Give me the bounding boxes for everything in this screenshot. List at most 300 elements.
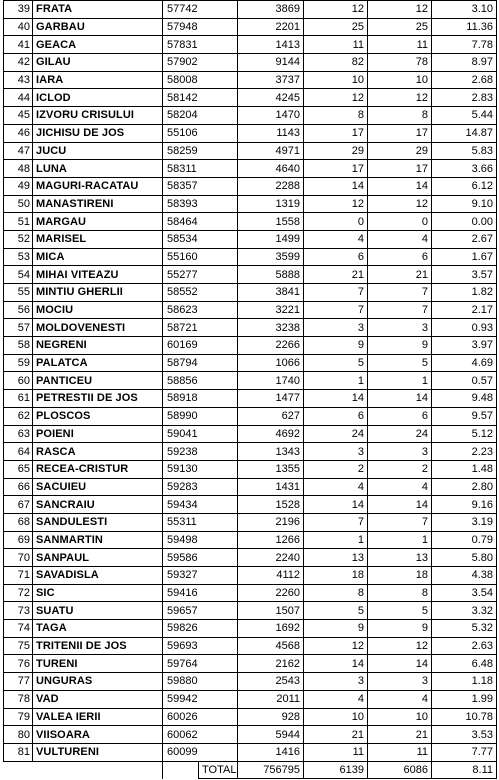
count-a-cell: 18 xyxy=(304,567,368,585)
count-b-cell: 14 xyxy=(368,496,432,514)
population-cell: 1413 xyxy=(238,36,304,54)
rate-cell: 9.16 xyxy=(432,496,497,514)
row-number-cell: 59 xyxy=(4,354,33,372)
row-number-cell: 71 xyxy=(4,567,33,585)
row-number-cell: 48 xyxy=(4,160,33,178)
code-cell: 55106 xyxy=(163,124,238,142)
table-row xyxy=(4,89,497,107)
population-cell: 3599 xyxy=(238,248,304,266)
row-number-cell: 41 xyxy=(4,36,33,54)
population-cell: 1477 xyxy=(238,390,304,408)
code-cell: 59586 xyxy=(163,549,238,567)
locality-name-cell: VIISOARA xyxy=(33,726,163,744)
code-cell: 57742 xyxy=(163,1,238,19)
rate-cell: 7.78 xyxy=(432,36,497,54)
table-row xyxy=(4,726,497,744)
count-b-cell: 6 xyxy=(368,248,432,266)
count-a-cell: 29 xyxy=(304,142,368,160)
count-b-cell: 12 xyxy=(368,1,432,19)
row-number-cell: 56 xyxy=(4,301,33,319)
table-row xyxy=(4,443,497,461)
row-number-cell: 69 xyxy=(4,531,33,549)
count-a-cell: 4 xyxy=(304,230,368,248)
table-row xyxy=(4,407,497,425)
rate-cell: 3.19 xyxy=(432,513,497,531)
row-number-cell: 46 xyxy=(4,124,33,142)
locality-name-cell: SANCRAIU xyxy=(33,496,163,514)
count-a-cell: 17 xyxy=(304,124,368,142)
locality-name-cell: SACUIEU xyxy=(33,478,163,496)
count-b-cell: 18 xyxy=(368,567,432,585)
table-row xyxy=(4,248,497,266)
table-row xyxy=(4,637,497,655)
rate-cell: 2.80 xyxy=(432,478,497,496)
locality-name-cell: TURENI xyxy=(33,655,163,673)
population-cell: 2196 xyxy=(238,513,304,531)
table-row xyxy=(4,160,497,178)
row-number-cell: 64 xyxy=(4,443,33,461)
locality-name-cell: UNGURAS xyxy=(33,673,163,691)
count-a-cell: 5 xyxy=(304,354,368,372)
locality-name-cell: VALEA IERII xyxy=(33,708,163,726)
table-row xyxy=(4,71,497,89)
row-number-cell: 70 xyxy=(4,549,33,567)
count-a-cell: 8 xyxy=(304,107,368,125)
count-b-cell: 17 xyxy=(368,124,432,142)
population-cell: 3869 xyxy=(238,1,304,19)
total-label: TOTAL xyxy=(199,761,238,779)
population-cell: 4640 xyxy=(238,160,304,178)
row-number-cell: 39 xyxy=(4,1,33,19)
count-b-cell: 8 xyxy=(368,107,432,125)
code-cell: 59657 xyxy=(163,602,238,620)
code-cell: 58623 xyxy=(163,301,238,319)
count-a-cell: 6 xyxy=(304,407,368,425)
locality-name-cell: MOLDOVENESTI xyxy=(33,319,163,337)
count-b-cell: 5 xyxy=(368,354,432,372)
row-number-cell: 58 xyxy=(4,337,33,355)
code-cell: 58393 xyxy=(163,195,238,213)
code-cell: 57948 xyxy=(163,18,238,36)
locality-name-cell: JUCU xyxy=(33,142,163,160)
rate-cell: 0.57 xyxy=(432,372,497,390)
rate-cell: 9.57 xyxy=(432,407,497,425)
population-cell: 1740 xyxy=(238,372,304,390)
population-cell: 5888 xyxy=(238,266,304,284)
rate-cell: 9.48 xyxy=(432,390,497,408)
count-b-cell: 21 xyxy=(368,726,432,744)
count-b-cell: 21 xyxy=(368,266,432,284)
locality-name-cell: VULTURENI xyxy=(33,743,163,761)
table-body xyxy=(4,1,497,762)
count-b-cell: 14 xyxy=(368,177,432,195)
rate-cell: 7.77 xyxy=(432,743,497,761)
code-cell: 60062 xyxy=(163,726,238,744)
locality-name-cell: MOCIU xyxy=(33,301,163,319)
table-row xyxy=(4,301,497,319)
row-number-cell: 65 xyxy=(4,460,33,478)
rate-cell: 2.23 xyxy=(432,443,497,461)
population-cell: 9144 xyxy=(238,54,304,72)
code-cell: 58990 xyxy=(163,407,238,425)
table-row xyxy=(4,337,497,355)
rate-cell: 3.32 xyxy=(432,602,497,620)
table-row xyxy=(4,230,497,248)
locality-name-cell: GARBAU xyxy=(33,18,163,36)
rate-cell: 3.54 xyxy=(432,584,497,602)
table-row xyxy=(4,584,497,602)
count-b-cell: 12 xyxy=(368,637,432,655)
locality-name-cell: LUNA xyxy=(33,160,163,178)
table-row xyxy=(4,673,497,691)
row-number-cell: 50 xyxy=(4,195,33,213)
data-table xyxy=(3,0,497,779)
count-a-cell: 11 xyxy=(304,743,368,761)
row-number-cell: 60 xyxy=(4,372,33,390)
table-row xyxy=(4,602,497,620)
locality-name-cell: TAGA xyxy=(33,620,163,638)
row-number-cell: 45 xyxy=(4,107,33,125)
rate-cell: 1.48 xyxy=(432,460,497,478)
row-number-cell: 52 xyxy=(4,230,33,248)
total-row xyxy=(4,761,497,779)
locality-name-cell: SANMARTIN xyxy=(33,531,163,549)
table-row xyxy=(4,620,497,638)
population-cell: 1266 xyxy=(238,531,304,549)
code-cell: 58357 xyxy=(163,177,238,195)
code-cell: 58534 xyxy=(163,230,238,248)
row-number-cell: 53 xyxy=(4,248,33,266)
count-b-cell: 3 xyxy=(368,443,432,461)
rate-cell: 2.63 xyxy=(432,637,497,655)
row-number-cell: 72 xyxy=(4,584,33,602)
row-number-cell: 75 xyxy=(4,637,33,655)
population-cell: 1470 xyxy=(238,107,304,125)
count-b-cell: 5 xyxy=(368,602,432,620)
population-cell: 3841 xyxy=(238,284,304,302)
row-number-cell: 79 xyxy=(4,708,33,726)
table-row xyxy=(4,743,497,761)
locality-name-cell: IZVORU CRISULUI xyxy=(33,107,163,125)
population-cell: 4112 xyxy=(238,567,304,585)
row-number-cell: 76 xyxy=(4,655,33,673)
count-b-cell: 6 xyxy=(368,407,432,425)
count-b-cell: 13 xyxy=(368,549,432,567)
locality-name-cell: SANPAUL xyxy=(33,549,163,567)
table-row xyxy=(4,372,497,390)
rate-cell: 2.67 xyxy=(432,230,497,248)
population-cell: 2260 xyxy=(238,584,304,602)
code-cell: 59826 xyxy=(163,620,238,638)
population-cell: 627 xyxy=(238,407,304,425)
count-a-cell: 14 xyxy=(304,177,368,195)
table-row xyxy=(4,18,497,36)
row-number-cell: 78 xyxy=(4,690,33,708)
rate-cell: 2.68 xyxy=(432,71,497,89)
row-number-cell: 67 xyxy=(4,496,33,514)
population-cell: 1507 xyxy=(238,602,304,620)
count-b-cell: 8 xyxy=(368,584,432,602)
count-b-cell: 12 xyxy=(368,89,432,107)
code-cell: 59693 xyxy=(163,637,238,655)
locality-name-cell: PLOSCOS xyxy=(33,407,163,425)
population-cell: 1499 xyxy=(238,230,304,248)
row-number-cell: 51 xyxy=(4,213,33,231)
row-number-cell: 44 xyxy=(4,89,33,107)
table-row xyxy=(4,266,497,284)
count-a-cell: 7 xyxy=(304,513,368,531)
rate-cell: 5.83 xyxy=(432,142,497,160)
count-a-cell: 1 xyxy=(304,531,368,549)
count-b-cell: 1 xyxy=(368,531,432,549)
code-cell: 58204 xyxy=(163,107,238,125)
population-cell: 2288 xyxy=(238,177,304,195)
count-a-cell: 5 xyxy=(304,602,368,620)
rate-cell: 2.17 xyxy=(432,301,497,319)
count-a-cell: 14 xyxy=(304,655,368,673)
table-row xyxy=(4,690,497,708)
code-cell: 55311 xyxy=(163,513,238,531)
population-cell: 2011 xyxy=(238,690,304,708)
count-b-cell: 25 xyxy=(368,18,432,36)
population-cell: 1416 xyxy=(238,743,304,761)
code-cell: 58464 xyxy=(163,213,238,231)
population-cell: 4692 xyxy=(238,425,304,443)
total-count-b: 6086 xyxy=(368,761,432,779)
locality-name-cell: NEGRENI xyxy=(33,337,163,355)
table-row xyxy=(4,549,497,567)
locality-name-cell: SIC xyxy=(33,584,163,602)
rate-cell: 11.36 xyxy=(432,18,497,36)
table-row xyxy=(4,195,497,213)
count-a-cell: 82 xyxy=(304,54,368,72)
rate-cell: 5.44 xyxy=(432,107,497,125)
code-cell: 59327 xyxy=(163,567,238,585)
count-a-cell: 7 xyxy=(304,301,368,319)
count-a-cell: 4 xyxy=(304,478,368,496)
rate-cell: 1.18 xyxy=(432,673,497,691)
row-number-cell: 40 xyxy=(4,18,33,36)
rate-cell: 3.66 xyxy=(432,160,497,178)
rate-cell: 5.32 xyxy=(432,620,497,638)
code-cell: 59041 xyxy=(163,425,238,443)
code-cell: 58008 xyxy=(163,71,238,89)
count-a-cell: 24 xyxy=(304,425,368,443)
locality-name-cell: PANTICEU xyxy=(33,372,163,390)
row-number-cell: 55 xyxy=(4,284,33,302)
rate-cell: 5.80 xyxy=(432,549,497,567)
table-row xyxy=(4,390,497,408)
count-b-cell: 12 xyxy=(368,195,432,213)
rate-cell: 6.48 xyxy=(432,655,497,673)
count-a-cell: 3 xyxy=(304,443,368,461)
locality-name-cell: MAGURI-RACATAU xyxy=(33,177,163,195)
count-b-cell: 7 xyxy=(368,301,432,319)
count-a-cell: 1 xyxy=(304,372,368,390)
population-cell: 928 xyxy=(238,708,304,726)
count-b-cell: 4 xyxy=(368,690,432,708)
count-b-cell: 9 xyxy=(368,337,432,355)
row-number-cell: 66 xyxy=(4,478,33,496)
count-b-cell: 3 xyxy=(368,673,432,691)
code-cell: 58142 xyxy=(163,89,238,107)
count-a-cell: 7 xyxy=(304,284,368,302)
count-a-cell: 12 xyxy=(304,1,368,19)
table-row xyxy=(4,284,497,302)
count-b-cell: 7 xyxy=(368,513,432,531)
count-b-cell: 4 xyxy=(368,478,432,496)
row-number-cell: 47 xyxy=(4,142,33,160)
count-b-cell: 0 xyxy=(368,213,432,231)
rate-cell: 9.10 xyxy=(432,195,497,213)
locality-name-cell: GEACA xyxy=(33,36,163,54)
code-cell: 58259 xyxy=(163,142,238,160)
count-b-cell: 14 xyxy=(368,390,432,408)
count-a-cell: 10 xyxy=(304,71,368,89)
locality-name-cell: ICLOD xyxy=(33,89,163,107)
row-number-cell: 81 xyxy=(4,743,33,761)
count-b-cell: 17 xyxy=(368,160,432,178)
code-cell: 59283 xyxy=(163,478,238,496)
code-cell: 58311 xyxy=(163,160,238,178)
count-a-cell: 3 xyxy=(304,319,368,337)
table-row xyxy=(4,513,497,531)
table-row xyxy=(4,54,497,72)
code-cell: 57831 xyxy=(163,36,238,54)
rate-cell: 0.79 xyxy=(432,531,497,549)
table-row xyxy=(4,460,497,478)
table-row xyxy=(4,213,497,231)
population-cell: 1066 xyxy=(238,354,304,372)
count-b-cell: 78 xyxy=(368,54,432,72)
rate-cell: 3.57 xyxy=(432,266,497,284)
population-cell: 1143 xyxy=(238,124,304,142)
table-row xyxy=(4,354,497,372)
population-cell: 3221 xyxy=(238,301,304,319)
locality-name-cell: PALATCA xyxy=(33,354,163,372)
code-cell: 59764 xyxy=(163,655,238,673)
count-a-cell: 25 xyxy=(304,18,368,36)
population-cell: 3737 xyxy=(238,71,304,89)
count-b-cell: 2 xyxy=(368,460,432,478)
rate-cell: 3.10 xyxy=(432,1,497,19)
count-a-cell: 6 xyxy=(304,248,368,266)
locality-name-cell: MICA xyxy=(33,248,163,266)
count-a-cell: 9 xyxy=(304,337,368,355)
total-blank-cell xyxy=(4,761,163,779)
population-cell: 1558 xyxy=(238,213,304,231)
locality-name-cell: RASCA xyxy=(33,443,163,461)
code-cell: 59942 xyxy=(163,690,238,708)
count-a-cell: 11 xyxy=(304,36,368,54)
code-cell: 58552 xyxy=(163,284,238,302)
locality-name-cell: SANDULESTI xyxy=(33,513,163,531)
table-row xyxy=(4,142,497,160)
rate-cell: 6.12 xyxy=(432,177,497,195)
count-a-cell: 17 xyxy=(304,160,368,178)
population-cell: 2543 xyxy=(238,673,304,691)
code-cell: 58721 xyxy=(163,319,238,337)
population-cell: 1355 xyxy=(238,460,304,478)
count-a-cell: 9 xyxy=(304,620,368,638)
code-cell: 58918 xyxy=(163,390,238,408)
rate-cell: 0.93 xyxy=(432,319,497,337)
locality-name-cell: FRATA xyxy=(33,1,163,19)
table-row xyxy=(4,478,497,496)
rate-cell: 14.87 xyxy=(432,124,497,142)
table-row xyxy=(4,496,497,514)
code-cell: 59130 xyxy=(163,460,238,478)
rate-cell: 3.97 xyxy=(432,337,497,355)
locality-name-cell: MINTIU GHERLII xyxy=(33,284,163,302)
code-cell: 60026 xyxy=(163,708,238,726)
population-cell: 2201 xyxy=(238,18,304,36)
table-row xyxy=(4,319,497,337)
rate-cell: 4.38 xyxy=(432,567,497,585)
count-a-cell: 14 xyxy=(304,390,368,408)
code-cell: 58794 xyxy=(163,354,238,372)
rate-cell: 4.69 xyxy=(432,354,497,372)
code-cell: 60099 xyxy=(163,743,238,761)
locality-name-cell: MARGAU xyxy=(33,213,163,231)
table-row xyxy=(4,1,497,19)
row-number-cell: 80 xyxy=(4,726,33,744)
count-a-cell: 14 xyxy=(304,496,368,514)
code-cell: 59434 xyxy=(163,496,238,514)
count-b-cell: 7 xyxy=(368,284,432,302)
row-number-cell: 63 xyxy=(4,425,33,443)
count-a-cell: 21 xyxy=(304,726,368,744)
count-a-cell: 13 xyxy=(304,549,368,567)
table-row xyxy=(4,36,497,54)
count-b-cell: 4 xyxy=(368,230,432,248)
code-cell: 59238 xyxy=(163,443,238,461)
count-b-cell: 3 xyxy=(368,319,432,337)
table-row xyxy=(4,567,497,585)
rate-cell: 2.83 xyxy=(432,89,497,107)
locality-name-cell: MARISEL xyxy=(33,230,163,248)
code-cell: 55160 xyxy=(163,248,238,266)
rate-cell: 10.78 xyxy=(432,708,497,726)
population-cell: 4245 xyxy=(238,89,304,107)
table-row xyxy=(4,177,497,195)
count-b-cell: 10 xyxy=(368,708,432,726)
population-cell: 3238 xyxy=(238,319,304,337)
locality-name-cell: MIHAI VITEAZU xyxy=(33,266,163,284)
row-number-cell: 43 xyxy=(4,71,33,89)
count-b-cell: 11 xyxy=(368,36,432,54)
code-cell: 57902 xyxy=(163,54,238,72)
locality-name-cell: POIENI xyxy=(33,425,163,443)
population-cell: 4568 xyxy=(238,637,304,655)
code-cell: 59416 xyxy=(163,584,238,602)
table-row xyxy=(4,655,497,673)
row-number-cell: 42 xyxy=(4,54,33,72)
population-cell: 1692 xyxy=(238,620,304,638)
total-blank-cell xyxy=(163,761,199,779)
population-cell: 4971 xyxy=(238,142,304,160)
row-number-cell: 57 xyxy=(4,319,33,337)
row-number-cell: 49 xyxy=(4,177,33,195)
locality-name-cell: MANASTIRENI xyxy=(33,195,163,213)
rate-cell: 3.53 xyxy=(432,726,497,744)
rate-cell: 0.00 xyxy=(432,213,497,231)
locality-name-cell: SAVADISLA xyxy=(33,567,163,585)
count-b-cell: 29 xyxy=(368,142,432,160)
count-b-cell: 10 xyxy=(368,71,432,89)
locality-name-cell: VAD xyxy=(33,690,163,708)
row-number-cell: 62 xyxy=(4,407,33,425)
